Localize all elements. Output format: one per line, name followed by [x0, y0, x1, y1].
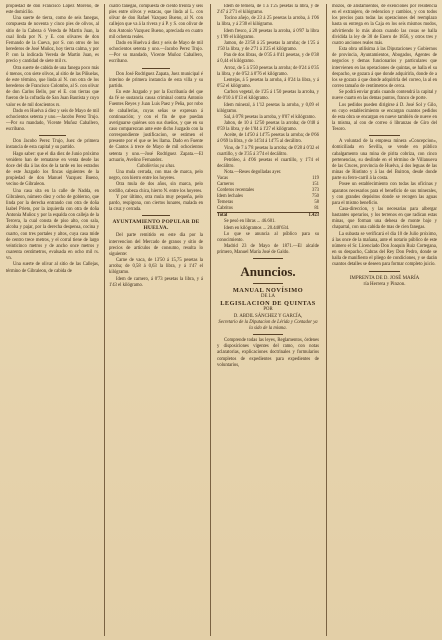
- paragraph: Una mula cerrada, con mas de marca, pelo negro, con hierro entre los hoyeres.: [109, 170, 203, 182]
- column-rule: [326, 4, 327, 636]
- book-author-role: Secretario de la Diputacion de Lérida y Contador ya la sido de la misma.: [218, 319, 318, 331]
- paragraph: Carne de vaca, de 13'50 á 15,75 pesetas la arroba; de 0,58 á 0,63 la libra, y á 1'47 el kilógramo.: [109, 258, 203, 276]
- paragraph: Aceite, de 14'50 á 14'75 pesetas la arroba; de 0'66 á 0'69 la libra, y de 14'34 á 14'75 al decálitro.: [217, 133, 319, 145]
- row-label: Terneras: [217, 200, 234, 206]
- section-title: AYUNTAMIENTO POPULAR DE HUELVA.: [112, 219, 200, 232]
- row-label: Carneros: [217, 182, 234, 188]
- book-author-prefix: POR: [263, 307, 273, 313]
- paragraph: Dado en Huelva á diez y seis de Mayo de mil ochocientos setenta y uno.—Jacobo Perez Trujo.—Por su mandado, Vicente Muñoz Caballero, escribano.: [109, 40, 203, 65]
- paragraph: Se pesó en libras ... 46.601.: [224, 219, 276, 225]
- paragraph: Los pedidos pueden dirigirse á D. José Sol y Gilo, en cuyo establecimiento se encargan cuantos pedidos de esta obra se encargan en nueve también de nueve en la misma, al con de correo ó libranzas de Giro del Tesoro.: [332, 102, 437, 133]
- paragraph: Jamon, de 23'50 á 25 pesetas la arroba; de 1'25 á 1'50 la libra, y de 2'71 á 3'25 el kilógramo.: [217, 40, 319, 53]
- paragraph: Lo que se anuncia al público para su conocimiento.: [217, 231, 319, 243]
- paragraph: Casa-direccion, y las necesarias para albergar bastantes operarios, y los terrenos en que radican estas minas, que forman una dehesa de monte bajo y chaparral, con una cabida de mas de cien fanegas.: [332, 207, 437, 231]
- column-1: [6, 4, 99, 636]
- paragraph: Otra mula de dos años, sin marca, pelo tordillo, cabeza chica, hierro N. entre los hoyeres.: [109, 182, 203, 194]
- paragraph: Hago saber: que el dia diez de Junio próximo venidero han de rematarse en venta desde las doce del dia á las dos de la tarde en los estrados de este Juzgado los fincas siguientes de la propiedad de don Manuel Vazquez Bueno, vecino de Gibraleon.: [6, 151, 99, 188]
- separator: [369, 135, 401, 137]
- paragraph: Comprende todas las leyes, Reglamentos, órdenes y disposiciones vigentes del ramo, con notas aclaratorias, explicaciones doctrinales y formularios completos de expedientes para expedientes de voluntarios,: [217, 338, 319, 368]
- separator: [253, 283, 284, 285]
- paragraph: Vino, de 7 á 7'8 pesetas la arroba; de 0'28 á 0'32 el cuartillo, y de 3'35 á 3'74 el decálitro.: [217, 145, 319, 157]
- row-value: 151: [311, 182, 319, 188]
- subheading: Caballerías ya sitas.: [136, 163, 176, 169]
- column-rule: [104, 4, 105, 636]
- paragraph: Posee un establecimiento con todas las oficinas y aparatos necesarios para el beneficio de sus minerales, y con grandes depósitos donde se recogen las aguas para el mismo beneficio.: [332, 182, 437, 206]
- paragraph: Y por último, otra mula muy pequeña, pelo pardo, respigona, con ciertos lunares, malada en la cruz y cerrada.: [109, 194, 203, 212]
- announcements-title: Anuncios.: [240, 264, 296, 280]
- separator: [369, 271, 401, 273]
- column-rule: [210, 4, 211, 636]
- column-2: [109, 4, 203, 636]
- paragraph: Una suerte de olivar al sitio de las Callejas, término de Gibraleon, de cabida de: [6, 262, 99, 274]
- row-label: Cabritos: [217, 206, 233, 212]
- column-3: [217, 4, 319, 636]
- paragraph: Idem de carnero, á 0'73 pesetas la libra, y á 1'43 el kilógramo.: [109, 276, 203, 288]
- total-value: 1.423: [296, 213, 319, 220]
- paragraph: Una suerte de tierra, como de seis fanegas, compuesta de noventa y cinco pies de olivos, al sitio de la Cabeza ó Vereda de Martin Juan, la cual linda por N. y E. con olivares de don Fernando de la Cueva, por S. con otros de los herederos de José Muñoz, hoy tierra calma, y por P. con la indicada Vereda de Martin Juan, es precio y cantidad de siete mil rs.: [6, 16, 99, 65]
- paragraph: Idem mineral, á 1'12 pesetas la arroba, y 0,09 el kilógramo.: [217, 102, 319, 114]
- separator: [142, 215, 170, 217]
- row-value: 81: [314, 206, 319, 212]
- paragraph: Don Jacobo Perez Trujo, Juez de primera instancia de esta capital y su partido.: [6, 139, 99, 151]
- paragraph: Del parte remitido en este dia por la intervencion del Mercado de granos y sitio de precios de artículos de consumo, resulta lo siguiente:: [109, 233, 203, 257]
- separator: [253, 334, 284, 336]
- paragraph: Don José Rodriguez Zapata, Juez municipal é interino de primera instancia de esta villa y su partido.: [109, 71, 203, 89]
- row-label: Corderos recentales: [217, 188, 255, 194]
- paragraph: Tocino añejo, de 23 á 25 pesetas la arroba, á 1'06 la libra, y á 2'30 el kilógramo.: [217, 16, 319, 28]
- paragraph: Otra suerte de cabida de una fanega poco más ó menos, con siete olivos, al sitio de las Piñuelas, de este término, que linda al N. con otra de los herederos de Francisco Colombo, al S. con olivar de don Carlos Bello, por el E. con tierras que fueron de la cofradía de San Juan Bautista y cuyo valor es de mil doscientos rs.: [6, 65, 99, 108]
- paragraph: Idem en kilógramos ... 20.448'634.: [224, 225, 290, 231]
- paragraph: En este Juzgado y por la Escribanía del que da fé se sustancia causa criminal contra Antonio Fuentes Reyes y Juan Luis Paez y Peña, por robo de caballerías, cuyas señas se expresan á continuación; y con el fin de que puedan averiguarse quiénes son sus dueños, y que en su caso comparezcan ante este dicho Juzgado con la correspondiente justificacion, se estimen el presente por el que se les llama. Dado en Fuente de Cantos á trece de Mayo de mil ochocientos setenta y uno.—José Rodriguez Zapata.—El actuario, Avelino Fernandez.: [109, 90, 203, 163]
- book-author: D. ABDIL SÁNCHEZ Y GARCÍA,: [233, 313, 303, 319]
- separator: [39, 135, 67, 137]
- paragraph: Arroz, de 5 á 5'50 pesetas la arroba; de 0'24 á 0'35 la libra, y de 0'52 á 0'76 el kilógramo.: [217, 65, 319, 77]
- table-title: Nota.—Reses degolladas ayer.: [224, 170, 282, 176]
- paragraph: Esta obra utilísima á las Diputaciones y Gobiernos de provincia, Ayuntamientos, Abogados, Agentes de negocios y demas funcionarios y particulares que intervienen en las operaciones de quintas, se halla el su despacho, se gozara á que donde adquirirla, donde de a los se gozara á que donde adquirirla del correo, la al en correo tamaño de centímetros de cerca.: [332, 47, 437, 90]
- paragraph: Idem de ternera, de 1 á 1'25 pesetas la libra, y de 2'47 á 2'71 el kilógramo.: [217, 4, 319, 16]
- paragraph: A voluntad de la empresa minera «Concepcion», domiciliada en Sevilla, se vende en público cabalgamento una mina de pirita cobriza, con cinco pertenencias, su deslinde en el término de Villanueva de las Cruces, provincia de Huelva, á dos leguas de las minas de Riotinto y á las del Buitron, desde donde parte su ferro-carril á la costa.: [332, 139, 437, 182]
- row-value: 119: [312, 176, 319, 182]
- row-value: 58: [314, 200, 319, 206]
- imprint-line: ría Herrera y Pinzon.: [363, 282, 406, 288]
- row-value: 750: [311, 194, 319, 200]
- book-title: MANUAL NOVÍSIMO: [232, 287, 304, 295]
- paragraph: La subasta se verificará el dia 10 de Julio próximo, á las once de la mañana, ante el notario público de este número el Sr. Licenciado Don Joaquin Ruiz Cortegana, en su despacho, Cabras del Rey Don Pedro, donde se halla de manifiesto el pliego de condiciones, y se darán cuantos detalles se deseen para formar completo juicio.: [332, 231, 437, 268]
- paragraph: Petróleo, á 4'06 pesetas el cuartillo, y 1'74 el decálitro.: [217, 157, 319, 170]
- paragraph: Dado en Huelva á diez y seis de Mayo de mil ochocientos setenta y uno.—Jacobo Perez Trujo.—Por su mandado, Vicente Muñoz Caballero, escribano.: [6, 108, 99, 133]
- row-value: 373: [311, 188, 319, 194]
- paragraph: Pan de dos libras, de 0'35 á 0'41 pesetas, y de 0'38 á 0,44 el kilógramo.: [217, 53, 319, 65]
- total-label: Total: [217, 213, 296, 220]
- paragraph: cuatro fanegas, compuesta de ciento treinta y seis pies entre olivos y estacas, que linda al L. con olivar de don Rafael Vazquez Bueno, al N. con callejon que va á la rivera y á P. y S. con olivar de don Antonio Vazquez Bueno, apreciada en cuatro mil ochenta reales.: [109, 4, 203, 40]
- paragraph: Una casa sita en la calle de Nadda, en Gibraleon, número diez y ocho de gobierno, que linda por la derecha entrando con otra de doña Isabel Prieto, por la izquierda con otra de doña Antonia Muñoz y por la espalda con calleja de la Tercera, la cual consta de piso alto, con sala, alcoba y pajar, por la derecha despensa, cocina y cuarto, con tres portales y altos, cuya casa mide de centro trece metros, y el corral tiene de largo veinticinco metros y de ancho once metros y cuarenta centímetros, evaluada en ocho mil rs. vn.: [6, 188, 99, 262]
- paragraph: Carbon vegetal, de 1'25 á 1'50 pesetas la arroba, y de 0'10 á 0'13 el kilógramo.: [217, 90, 319, 102]
- paragraph: mozos, de alistamientos, de exenciones por residencia en el extranjero, de redencion y cambios, y con todos los precios para todas las operaciones del reemplazo hasta su entrega en la Caja en los seis mismos modos, advirtiendo lo más ahora cuando las cosas se halla dividida la ley de 30 de Enero de 1856, y otros tres y cuatro anciones reales más.: [332, 4, 437, 46]
- row-label: Vacas: [217, 176, 228, 182]
- separator: [253, 258, 284, 260]
- paragraph: Sal, á 0'78 pesetas la arroba, y 0'07 el kilógramo.: [224, 114, 316, 120]
- paragraph: Se podrá enviar gratis cuando contendrá la capital y nueve cuarto en las demas puntos, franco de porte.: [332, 90, 437, 102]
- paragraph: Madrid 23 de Mayo de 1871.—El alcalde primero, Manuel María José de Galdo.: [217, 244, 319, 256]
- separator: [142, 68, 170, 70]
- paragraph: Lentejas, á 5 pesetas la arroba, á 0'24 la libra, y á 0'52 el kilógramo.: [217, 77, 319, 90]
- row-label: Idem lechales: [217, 194, 243, 200]
- paragraph: Idem fresco, á 20 pesetas la arroba, á 0'87 la libra y 1'89 el kilógramo.: [217, 28, 319, 40]
- imprint-line: IMPRENTA DE D. JOSÉ MARÍA: [349, 275, 420, 281]
- book-title-sub: DE LA: [261, 294, 275, 300]
- imprint: [332, 276, 437, 289]
- paragraph: Jabon, de 10 á 12'50 pesetas la arroba; de 0'48 á 0'59 la libra, y de 1'04 á 1'27 el kilógramo.: [217, 120, 319, 133]
- column-4: [332, 4, 437, 636]
- book-title-main: LEGISLACION DE QUINTAS: [220, 300, 316, 308]
- slaughter-table: [217, 176, 319, 219]
- paragraph: propiedad de don Francisco López Moreno, de este domicilio.: [6, 4, 99, 16]
